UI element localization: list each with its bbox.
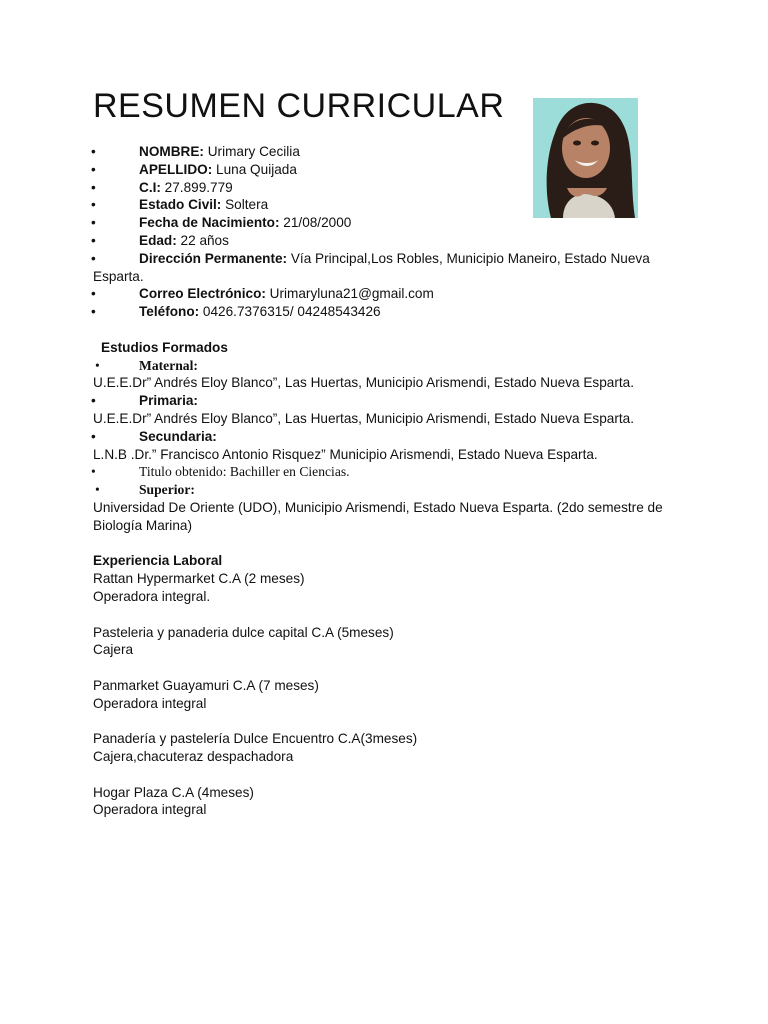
bullet: • [91,286,96,302]
personal-item-fecha-nacimiento [93,214,683,232]
edad-value: 22 años [176,232,229,248]
job-item [93,730,683,766]
studies-titulo [93,463,683,481]
ci-label: C.I: [139,179,161,195]
job-role: Operadora integral. [93,588,211,604]
job-company: Pasteleria y panaderia dulce capital C.A (5meses) [93,624,394,640]
job-company: Rattan Hypermarket C.A (2 meses) [93,571,305,587]
personal-item-direccion [93,250,683,286]
studies-heading: Estudios Formados [101,339,228,355]
edad-label: Edad: [139,232,177,248]
studies-maternal [93,357,683,375]
estado-civil-value: Soltera [221,197,269,213]
personal-item-estado-civil [93,196,683,214]
estado-civil-label: Estado Civil: [139,197,222,213]
personal-item-edad [93,232,683,250]
telefono-label: Teléfono: [139,304,200,320]
direccion-value: Vía Principal,Los Robles, Municipio Maneiro, Estado Nueva Esparta. [93,250,650,284]
job-role: Cajera [93,642,134,658]
document-title: RESUMEN CURRICULAR [93,87,505,125]
bullet: • [91,179,96,195]
bullet: • [91,393,96,409]
superior-label: Superior: [139,482,195,498]
personal-item-telefono [93,303,683,321]
job-item [93,677,683,713]
personal-item-correo [93,285,683,303]
correo-label: Correo Electrónico: [139,286,266,302]
ci-value: 27.899.779 [160,179,233,195]
maternal-text: U.E.E.Dr” Andrés Eloy Blanco”, Las Huertas, Municipio Arismendi, Estado Nueva Esparta. [93,375,634,391]
job-company: Panmarket Guayamuri C.A (7 meses) [93,677,319,693]
job-role: Operadora integral [93,802,207,818]
primaria-label: Primaria: [139,393,198,409]
bullet: • [91,428,96,444]
bullet: • [95,357,100,373]
maternal-label: Maternal: [139,357,198,373]
bullet: • [91,464,96,480]
studies-primaria [93,392,683,410]
personal-item-apellido [93,161,683,179]
primaria-text: U.E.E.Dr” Andrés Eloy Blanco”, Las Huertas, Municipio Arismendi, Estado Nueva Esparta. [93,410,634,426]
personal-item-nombre [93,143,683,161]
bullet: • [91,232,96,248]
apellido-label: APELLIDO: [139,161,213,177]
job-company: Panadería y pastelería Dulce Encuentro C.A(3meses) [93,731,418,747]
superior-text: Universidad De Oriente (UDO), Municipio Arismendi, Estado Nueva Esparta. (2do semestre de Biología Marina) [93,499,663,533]
apellido-value: Luna Quijada [212,161,297,177]
bullet: • [91,304,96,320]
job-role: Operadora integral [93,695,207,711]
secundaria-label: Secundaria: [139,428,217,444]
direccion-label: Dirección Permanente: [139,250,288,266]
secundaria-text: L.N.B .Dr.” Francisco Antonio Risquez” Municipio Arismendi, Estado Nueva Esparta. [93,446,598,462]
job-role: Cajera,chacuteraz despachadora [93,749,294,765]
fecha-nacimiento-label: Fecha de Nacimiento: [139,215,280,231]
studies-superior [93,481,683,499]
studies-secundaria [93,428,683,446]
job-item [93,570,683,606]
fecha-nacimiento-value: 21/08/2000 [279,215,352,231]
bullet: • [95,482,100,498]
nombre-value: Urimary Cecilia [203,144,300,159]
correo-value: Urimaryluna21@gmail.com [265,286,434,302]
resume-body [93,143,683,819]
job-company: Hogar Plaza C.A (4meses) [93,784,254,800]
telefono-value: 0426.7376315/ 04248543426 [199,304,381,320]
titulo-text: Titulo obtenido: Bachiller en Ciencias. [139,464,350,480]
job-item [93,784,683,820]
nombre-label: NOMBRE: [139,144,204,159]
bullet: • [91,197,96,213]
bullet: • [91,215,96,231]
job-item [93,624,683,660]
personal-item-ci [93,179,683,197]
experience-heading: Experiencia Laboral [93,553,223,569]
bullet: • [91,161,96,177]
bullet: • [91,144,96,159]
bullet: • [91,250,96,266]
